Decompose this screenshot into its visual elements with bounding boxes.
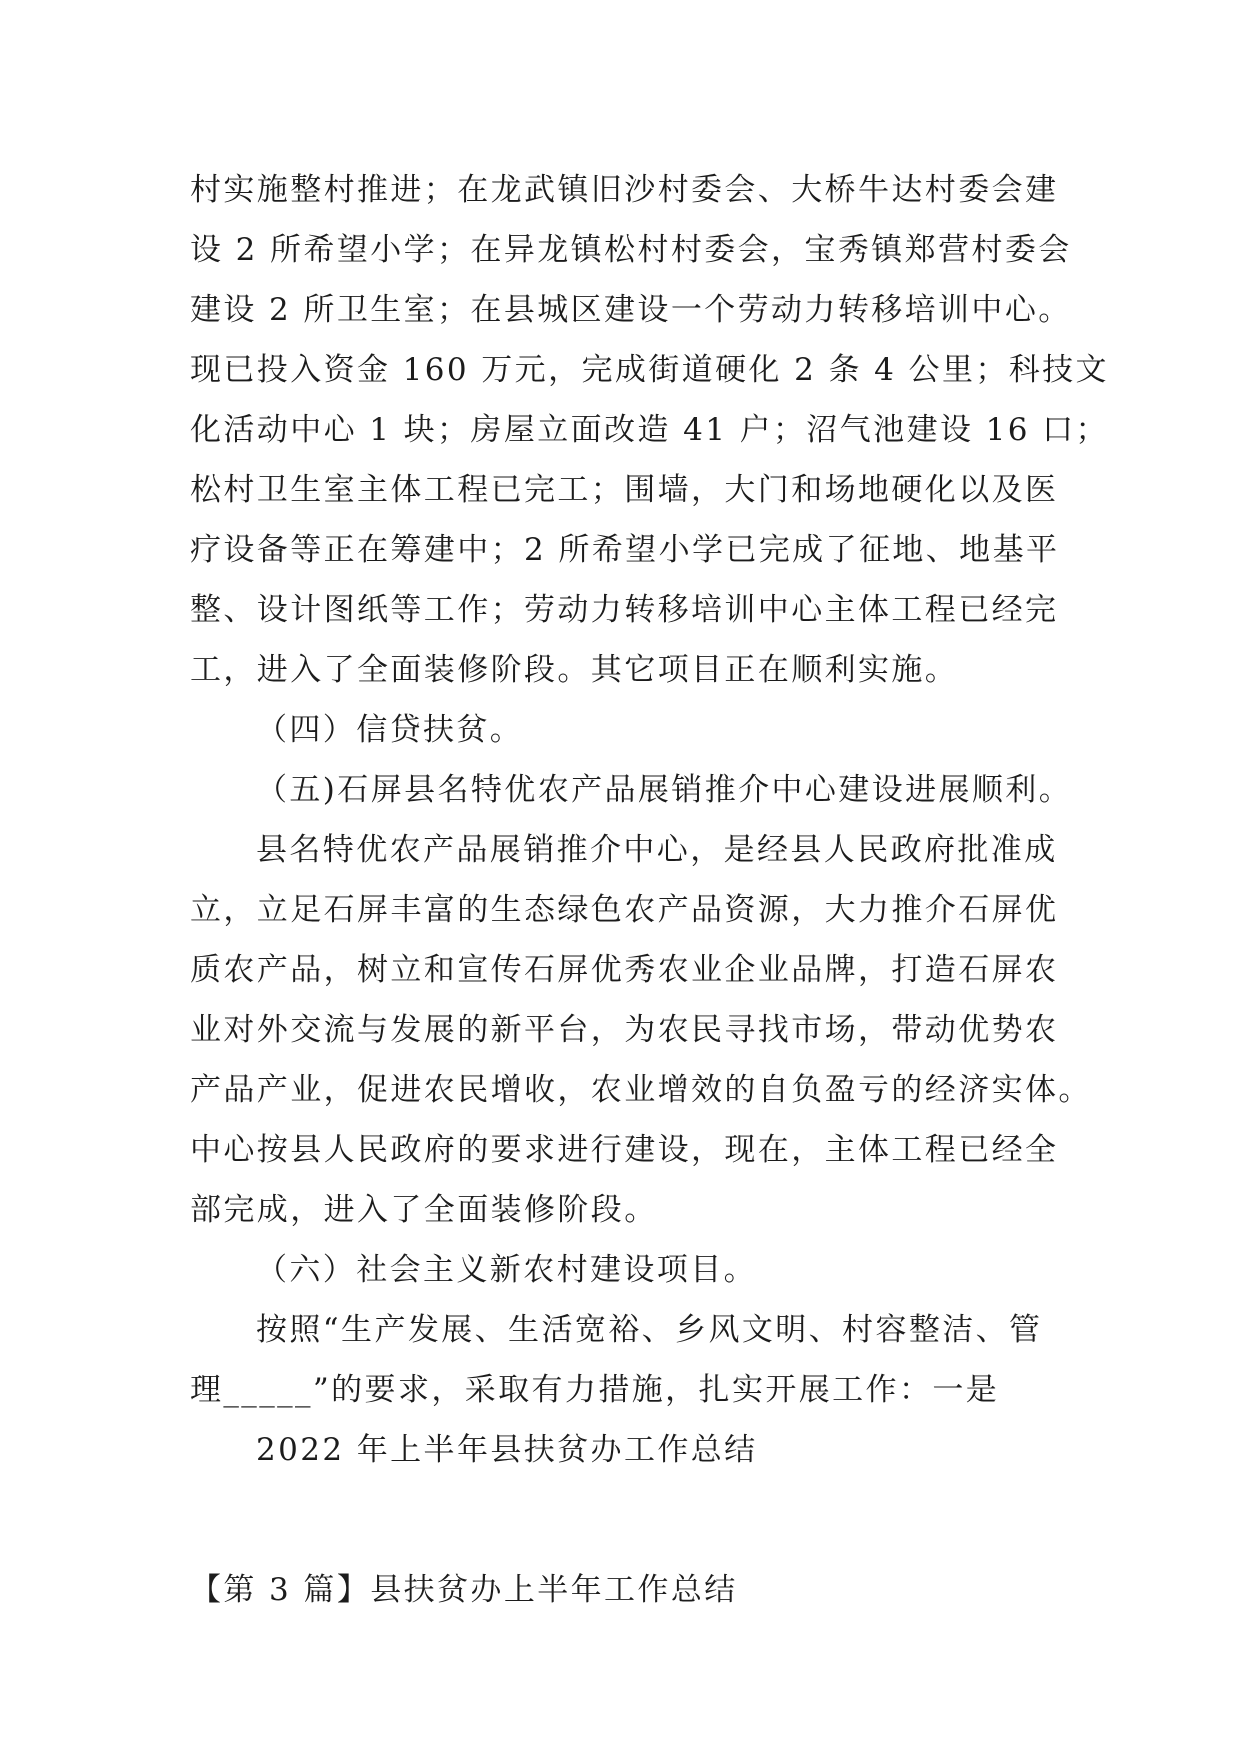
body-line: 质农产品，树立和宣传石屏优秀农业企业品牌，打造石屏农: [190, 952, 1059, 988]
subheading-credit-poverty: （四）信贷扶贫。: [256, 712, 524, 748]
body-line: 产品产业，促进农民增收，农业增效的自负盈亏的经济实体。: [190, 1072, 1092, 1108]
body-line: 部完成，进入了全面装修阶段。: [190, 1192, 658, 1228]
body-line: 化活动中心 1 块；房屋立面改造 41 户；沼气池建设 16 口；: [190, 412, 1109, 448]
paragraph-start-line: 县名特优农产品展销推介中心，是经县人民政府批准成: [256, 832, 1058, 868]
body-line: 建设 2 所卫生室；在县城区建设一个劳动力转移培训中心。: [190, 292, 1072, 328]
body-line: 立，立足石屏丰富的生态绿色农产品资源，大力推介石屏优: [190, 892, 1059, 928]
body-line: 中心按县人民政府的要求进行建设，现在，主体工程已经全: [190, 1132, 1059, 1168]
body-line: 松村卫生室主体工程已完工；围墙，大门和场地硬化以及医: [190, 472, 1059, 508]
body-line: 村实施整村推进；在龙武镇旧沙村委会、大桥牛达村委会建: [190, 172, 1059, 208]
subheading-product-center: （五)石屏县名特优农产品展销推介中心建设进展顺利。: [256, 772, 1073, 808]
section-spacer: [190, 1480, 1061, 1560]
body-line: 设 2 所希望小学；在异龙镇松村村委会，宝秀镇郑营村委会: [190, 232, 1072, 268]
body-line: 现已投入资金 160 万元，完成街道硬化 2 条 4 公里；科技文: [190, 352, 1109, 388]
document-title-line: 2022 年上半年县扶贫办工作总结: [256, 1432, 758, 1468]
body-line: 理_____”的要求，采取有力措施，扎实开展工作：一是: [190, 1372, 1000, 1408]
paragraph-start-line: 按照“生产发展、生活宽裕、乡风文明、村容整洁、管: [256, 1312, 1043, 1348]
body-line: 工，进入了全面装修阶段。其它项目正在顺利实施。: [190, 652, 959, 688]
body-line: 业对外交流与发展的新平台，为农民寻找市场，带动优势农: [190, 1012, 1059, 1048]
body-line: 疗设备等正在筹建中；2 所希望小学已完成了征地、地基平: [190, 532, 1060, 568]
section-heading: 【第 3 篇】县扶贫办上半年工作总结: [190, 1572, 738, 1608]
subheading-new-countryside: （六）社会主义新农村建设项目。: [256, 1252, 757, 1288]
body-line: 整、设计图纸等工作；劳动力转移培训中心主体工程已经完: [190, 592, 1059, 628]
